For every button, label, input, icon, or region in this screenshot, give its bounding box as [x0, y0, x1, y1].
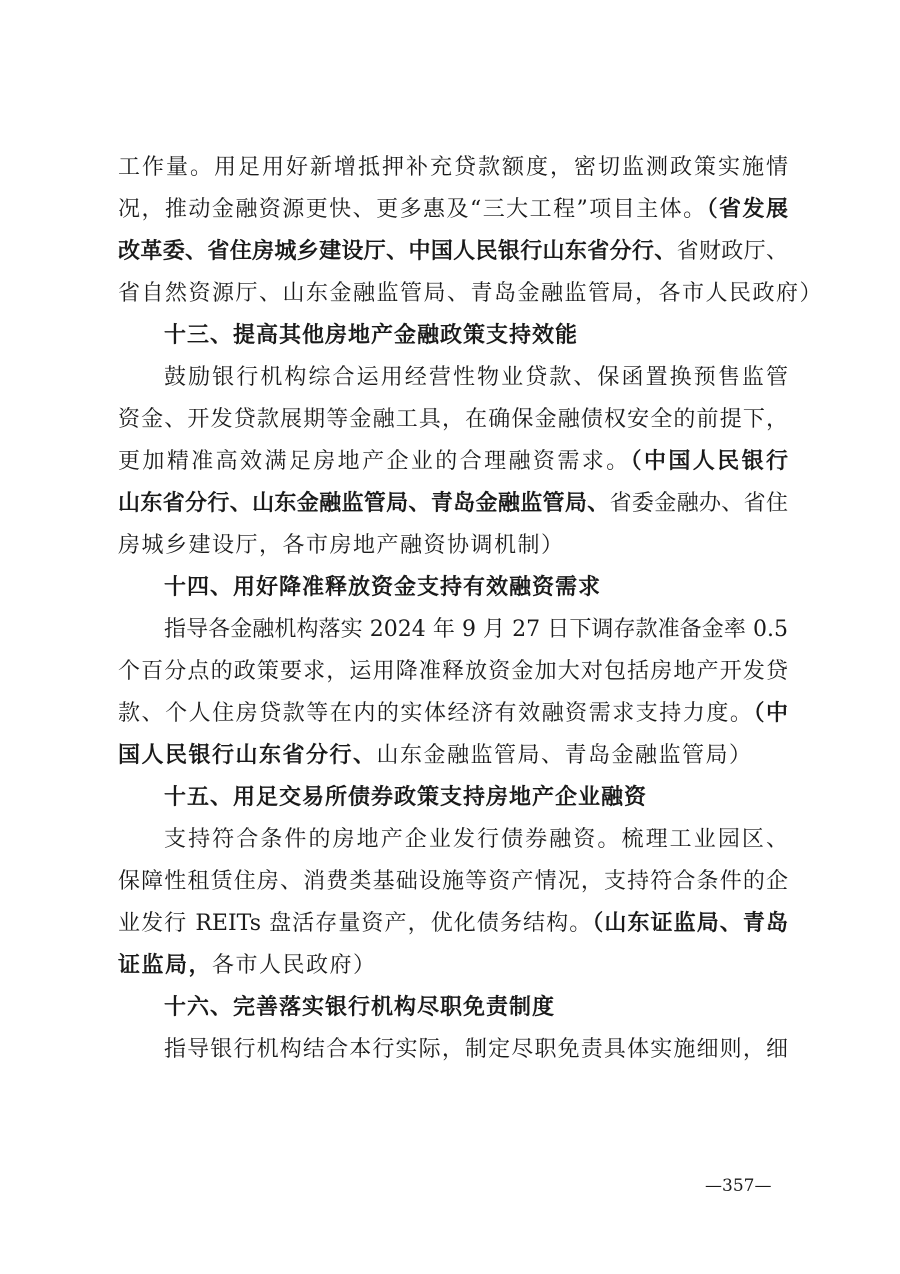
section-heading-13: 十三、提高其他房地产金融政策支持效能 — [164, 323, 579, 348]
section-heading-15: 十五、用足交易所债券政策支持房地产企业融资 — [164, 785, 648, 810]
paragraph-line: 更加精准高效满足房地产企业的合理融资需求。（中国人民银行 — [118, 449, 788, 474]
paragraph-line: 改革委、省住房城乡建设厅、中国人民银行山东省分行、省财政厅、 — [118, 239, 788, 264]
paragraph-line: 业发行 REITs 盘活存量资产，优化债务结构。（山东证监局、青岛 — [118, 911, 788, 936]
paragraph-line: 保障性租赁住房、消费类基础设施等资产情况，支持符合条件的企 — [118, 869, 788, 894]
paragraph-line: 支持符合条件的房地产企业发行债券融资。梳理工业园区、 — [164, 827, 788, 852]
document-page — [118, 147, 824, 1071]
paragraph-line: 证监局，各市人民政府） — [118, 953, 377, 978]
paragraph-line: 指导银行机构结合本行实际，制定尽职免责具体实施细则，细 — [164, 1037, 788, 1062]
paragraph-line: 房城乡建设厅，各市房地产融资协调机制） — [118, 533, 565, 558]
paragraph-line: 指导各金融机构落实 2024 年 9 月 27 日下调存款准备金率 0.5 — [164, 617, 788, 642]
paragraph-line: 资金、开发贷款展期等金融工具，在确保金融债权安全的前提下， — [118, 407, 788, 432]
paragraph-line: 个百分点的政策要求，运用降准释放资金加大对包括房地产开发贷 — [118, 659, 788, 684]
paragraph-line: 况，推动金融资源更快、更多惠及“三大工程”项目主体。（省发展 — [118, 197, 788, 222]
section-heading-16: 十六、完善落实银行机构尽职免责制度 — [164, 995, 556, 1020]
paragraph-line: 省自然资源厅、山东金融监管局、青岛金融监管局，各市人民政府） — [118, 281, 824, 306]
responsible-units-bold: （省发展 — [706, 197, 788, 222]
paragraph-line: 山东省分行、山东金融监管局、青岛金融监管局、省委金融办、省住 — [118, 491, 788, 516]
paragraph-line: 国人民银行山东省分行、山东金融监管局、青岛金融监管局） — [118, 743, 753, 768]
responsible-units-bold: （中 — [753, 701, 788, 726]
paragraph-line: 工作量。用足用好新增抵押补充贷款额度，密切监测政策实施情 — [118, 155, 788, 180]
paragraph-line: 款、个人住房贷款等在内的实体经济有效融资需求支持力度。（中 — [118, 701, 788, 726]
responsible-units-bold: （中国人民银行 — [630, 449, 788, 474]
page-number: —357— — [705, 1176, 772, 1196]
paragraph-line: 鼓励银行机构综合运用经营性物业贷款、保函置换预售监管 — [164, 365, 788, 390]
section-heading-14: 十四、用好降准释放资金支持有效融资需求 — [164, 575, 602, 600]
responsible-units-bold: （山东证监局、青岛 — [592, 911, 788, 936]
